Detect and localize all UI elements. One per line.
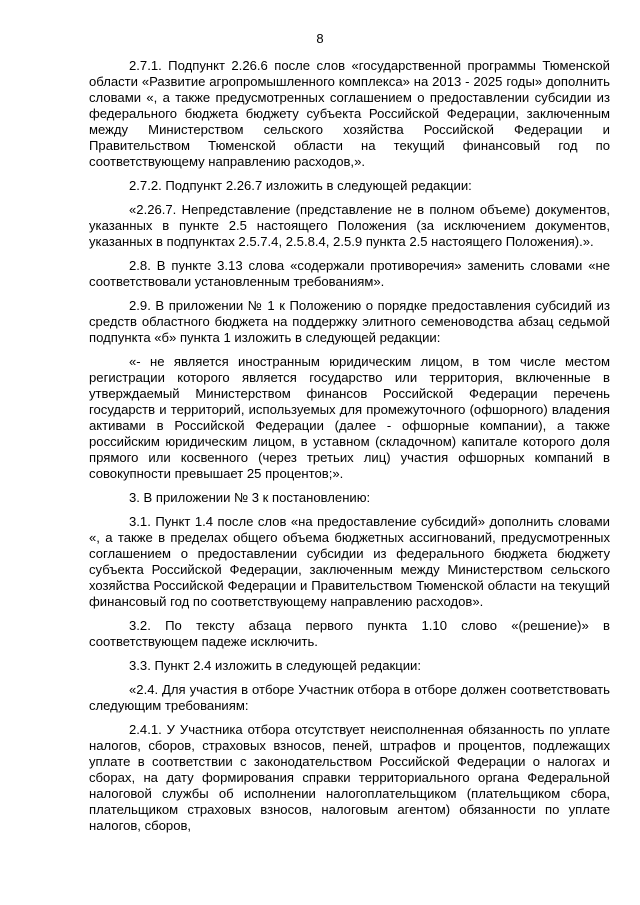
document-body (89, 58, 610, 842)
paragraph-2-8: 2.8. В пункте 3.13 слова «содержали противоречия» заменить словами «не соответствовали установленным требованиям». (89, 258, 610, 289)
paragraph-2-7-1: 2.7.1. Подпункт 2.26.6 после слов «государственной программы Тюменской области «Развитие агропромышленного комплекса» на 2013 - 2025 годы» дополнить словами «, а также предусмотренных соглашением о предоставлении субсидии из федерального бюджета бюджету субъекта Российской Федерации, заключенным между Министерством сельского хозяйства Российской Федерации и Правительством Тюменской области на текущий финансовый год по соответствующему направлению расходов,». (89, 58, 610, 169)
paragraph-2-4-quote: «2.4. Для участия в отборе Участник отбора в отборе должен соответствовать следующим требованиям: (89, 682, 610, 713)
paragraph-3: 3. В приложении № 3 к постановлению: (129, 490, 371, 505)
paragraph-3-2: 3.2. По тексту абзаца первого пункта 1.10 слово «(решение)» в соответствующем падеже исключить. (89, 618, 610, 649)
paragraph-3-3: 3.3. Пункт 2.4 изложить в следующей редакции: (129, 658, 421, 673)
paragraph-2-4-1: 2.4.1. У Участника отбора отсутствует неисполненная обязанность по уплате налогов, сборов, страховых взносов, пеней, штрафов и процентов, подлежащих уплате в соответствии с законодательством Российской Федерации о налогах и сборах, на дату формирования справки территориального органа Федеральной налоговой службы об исполнении налогоплательщиком (плательщиком сбора, плательщиком страховых взносов, налоговым агентом) обязанности по уплате налогов, сборов, (89, 722, 610, 833)
paragraph-2-7-2: 2.7.2. Подпункт 2.26.7 изложить в следующей редакции: (129, 178, 472, 193)
page-number: 8 (316, 31, 324, 46)
paragraph-2-26-7-quote: «2.26.7. Непредставление (представление не в полном объеме) документов, указанных в пункте 2.5 настоящего Положения (за исключением документов, указанных в подпунктах 2.5.7.4, 2.5.8.4, 2.5.9 пункта 2.5 настоящего Положения).». (89, 202, 610, 249)
paragraph-2-9: 2.9. В приложении № 1 к Положению о порядке предоставления субсидий из средств областного бюджета на поддержку элитного семеноводства абзац седьмой подпункта «б» пункта 1 изложить в следующей редакции: (89, 298, 610, 345)
paragraph-3-1: 3.1. Пункт 1.4 после слов «на предоставление субсидий» дополнить словами «, а также в пределах общего объема бюджетных ассигнований, предусмотренных соглашением о предоставлении субсидии из федерального бюджета бюджету субъекта Российской Федерации, заключенным между Министерством сельского хозяйства Российской Федерации и Правительством Тюменской области на текущий финансовый год по соответствующему направлению расходов». (89, 514, 610, 609)
paragraph-offshore-quote: «- не является иностранным юридическим лицом, в том числе местом регистрации которого является государство или территория, включенные в утверждаемый Министерством финансов Российской Федерации перечень государств и территорий, используемых для промежуточного (офшорного) владения активами в Российской Федерации (далее - офшорные компании), а также российским юридическим лицом, в уставном (складочном) капитале которого доля прямого или косвенного (через третьих лиц) участия офшорных компаний в совокупности превышает 25 процентов;». (89, 354, 610, 481)
